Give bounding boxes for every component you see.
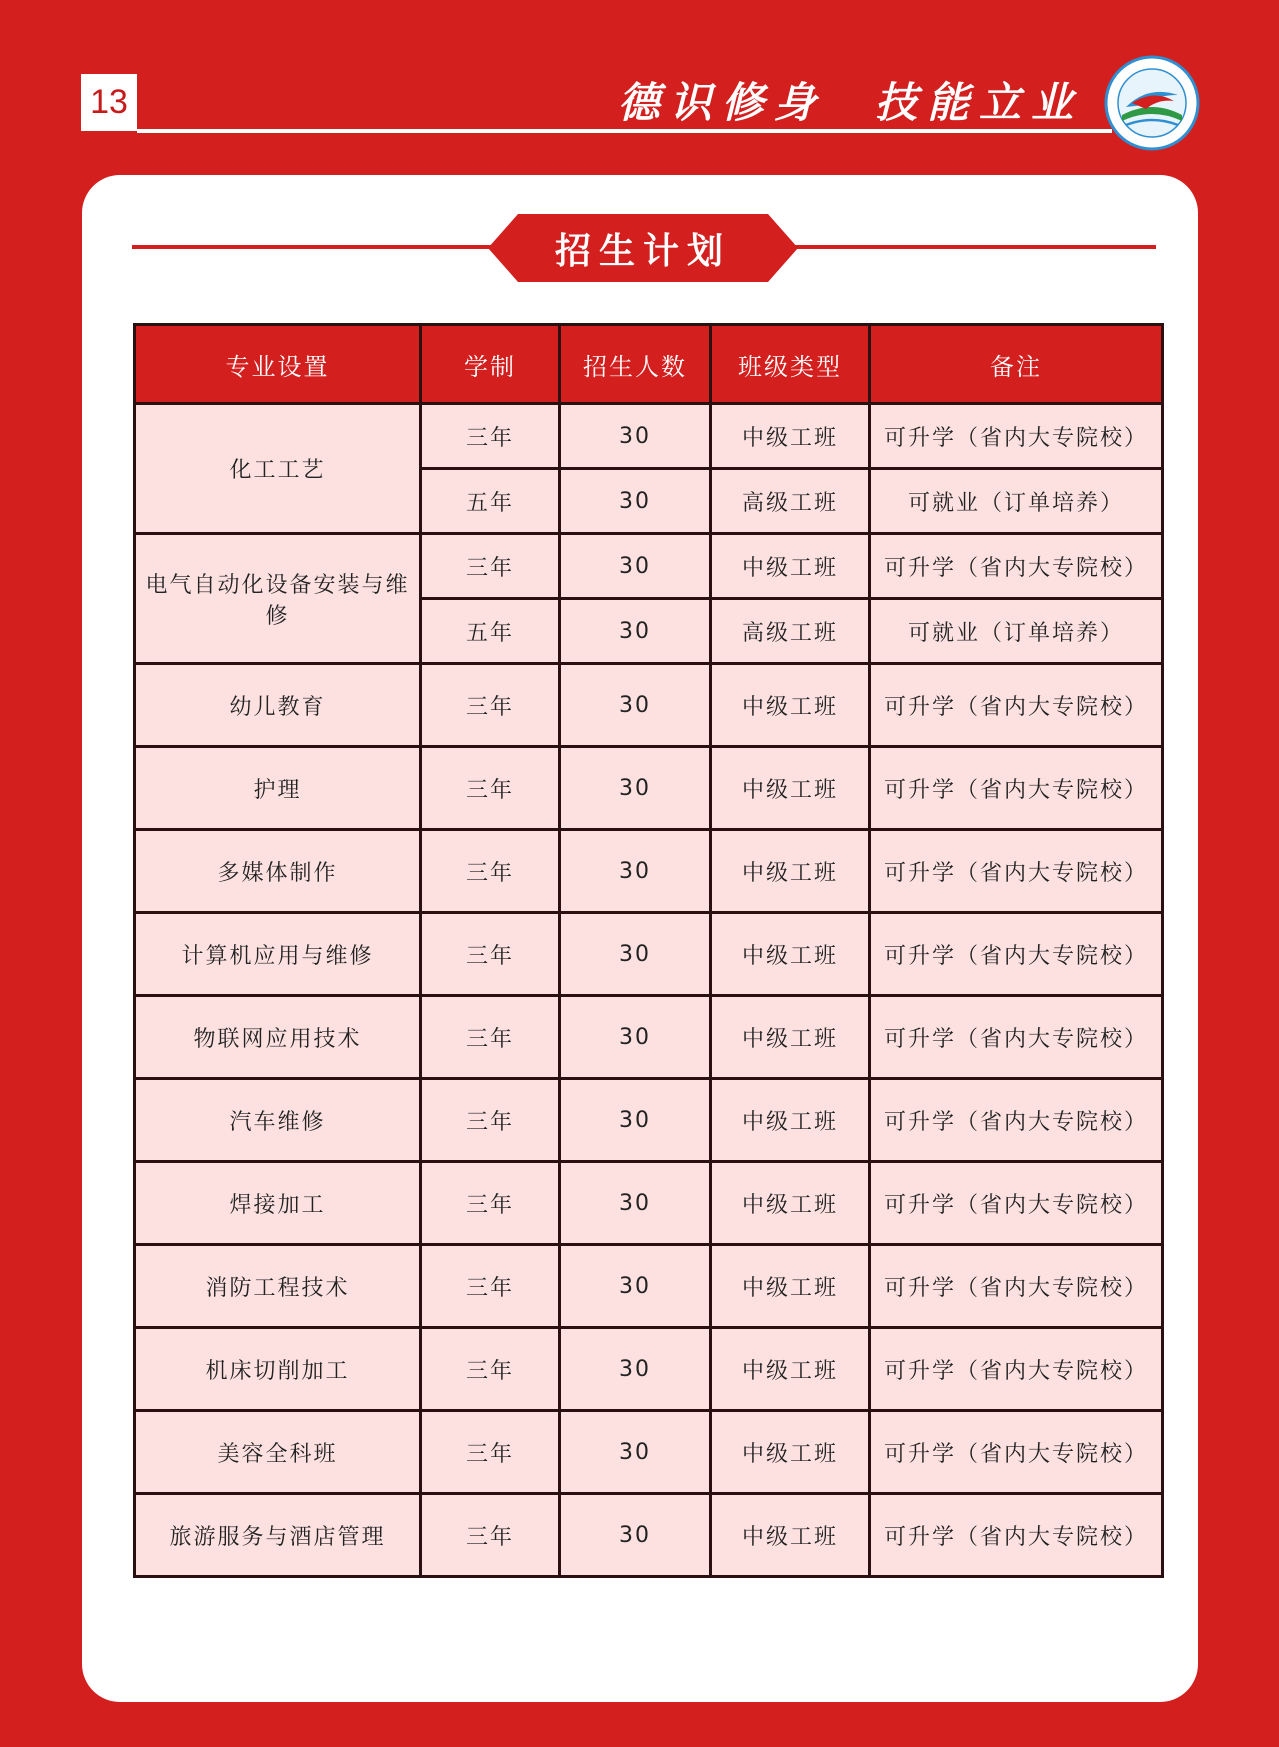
duration-cell: 三年 — [421, 1245, 560, 1328]
major-cell: 旅游服务与酒店管理 — [135, 1494, 421, 1577]
note-cell: 可就业（订单培养） — [870, 599, 1163, 664]
duration-cell: 三年 — [421, 1162, 560, 1245]
duration-cell: 五年 — [421, 469, 560, 534]
count-cell: 30 — [560, 1162, 711, 1245]
count-cell: 30 — [560, 469, 711, 534]
major-cell: 幼儿教育 — [135, 664, 421, 747]
table-row — [135, 664, 1163, 747]
enrollment-plan-table — [133, 323, 1164, 1578]
note-cell: 可升学（省内大专院校） — [870, 1411, 1163, 1494]
table-row — [135, 1079, 1163, 1162]
major-cell: 机床切削加工 — [135, 1328, 421, 1411]
duration-cell: 五年 — [421, 599, 560, 664]
duration-cell: 三年 — [421, 747, 560, 830]
class-type-cell: 中级工班 — [711, 404, 870, 469]
class-type-cell: 中级工班 — [711, 1494, 870, 1577]
count-cell: 30 — [560, 996, 711, 1079]
class-type-cell: 中级工班 — [711, 747, 870, 830]
table-row — [135, 1245, 1163, 1328]
title-rule-right — [780, 245, 1156, 249]
major-cell: 化工工艺 — [135, 404, 421, 534]
major-cell: 物联网应用技术 — [135, 996, 421, 1079]
note-cell: 可就业（订单培养） — [870, 469, 1163, 534]
class-type-cell: 中级工班 — [711, 534, 870, 599]
duration-cell: 三年 — [421, 1079, 560, 1162]
table-row — [135, 830, 1163, 913]
class-type-cell: 中级工班 — [711, 1411, 870, 1494]
note-cell: 可升学（省内大专院校） — [870, 1245, 1163, 1328]
major-cell: 计算机应用与维修 — [135, 913, 421, 996]
table-row — [135, 747, 1163, 830]
count-cell: 30 — [560, 1494, 711, 1577]
section-title: 招生计划 — [554, 230, 731, 272]
header-major: 专业设置 — [135, 325, 421, 404]
header-enrollment-count: 招生人数 — [560, 325, 711, 404]
table-row — [135, 1411, 1163, 1494]
school-motto: 德识修身 技能立业 — [617, 78, 1083, 127]
class-type-cell: 高级工班 — [711, 469, 870, 534]
note-cell: 可升学（省内大专院校） — [870, 1079, 1163, 1162]
note-cell: 可升学（省内大专院校） — [870, 404, 1163, 469]
class-type-cell: 中级工班 — [711, 830, 870, 913]
major-cell: 护理 — [135, 747, 421, 830]
table-row — [135, 1494, 1163, 1577]
duration-cell: 三年 — [421, 913, 560, 996]
note-cell: 可升学（省内大专院校） — [870, 1328, 1163, 1411]
duration-cell: 三年 — [421, 1494, 560, 1577]
class-type-cell: 中级工班 — [711, 913, 870, 996]
class-type-cell: 中级工班 — [711, 664, 870, 747]
note-cell: 可升学（省内大专院校） — [870, 747, 1163, 830]
duration-cell: 三年 — [421, 664, 560, 747]
count-cell: 30 — [560, 913, 711, 996]
class-type-cell: 中级工班 — [711, 1079, 870, 1162]
note-cell: 可升学（省内大专院校） — [870, 913, 1163, 996]
count-cell: 30 — [560, 664, 711, 747]
duration-cell: 三年 — [421, 534, 560, 599]
major-cell: 美容全科班 — [135, 1411, 421, 1494]
note-cell: 可升学（省内大专院校） — [870, 534, 1163, 599]
table-row — [135, 913, 1163, 996]
class-type-cell: 中级工班 — [711, 1245, 870, 1328]
duration-cell: 三年 — [421, 404, 560, 469]
count-cell: 30 — [560, 747, 711, 830]
count-cell: 30 — [560, 1245, 711, 1328]
duration-cell: 三年 — [421, 996, 560, 1079]
class-type-cell: 中级工班 — [711, 1328, 870, 1411]
count-cell: 30 — [560, 1079, 711, 1162]
table-row — [135, 996, 1163, 1079]
major-cell: 电气自动化设备安装与维修 — [135, 534, 421, 664]
duration-cell: 三年 — [421, 1411, 560, 1494]
table-row — [135, 1162, 1163, 1245]
note-cell: 可升学（省内大专院校） — [870, 1162, 1163, 1245]
major-cell: 焊接加工 — [135, 1162, 421, 1245]
count-cell: 30 — [560, 1411, 711, 1494]
duration-cell: 三年 — [421, 1328, 560, 1411]
count-cell: 30 — [560, 830, 711, 913]
major-cell: 消防工程技术 — [135, 1245, 421, 1328]
note-cell: 可升学（省内大专院校） — [870, 664, 1163, 747]
count-cell: 30 — [560, 1328, 711, 1411]
count-cell: 30 — [560, 599, 711, 664]
header-note: 备注 — [870, 325, 1163, 404]
title-rule-left — [132, 245, 502, 249]
note-cell: 可升学（省内大专院校） — [870, 1494, 1163, 1577]
page-number: 13 — [81, 74, 137, 131]
note-cell: 可升学（省内大专院校） — [870, 996, 1163, 1079]
class-type-cell: 中级工班 — [711, 996, 870, 1079]
header-duration: 学制 — [421, 325, 560, 404]
header-class-type: 班级类型 — [711, 325, 870, 404]
duration-cell: 三年 — [421, 830, 560, 913]
major-cell: 汽车维修 — [135, 1079, 421, 1162]
table-row — [135, 404, 1163, 469]
section-title-banner — [488, 214, 798, 282]
school-emblem-icon — [1104, 55, 1200, 151]
table-header-row — [135, 325, 1163, 404]
class-type-cell: 中级工班 — [711, 1162, 870, 1245]
table-row — [135, 1328, 1163, 1411]
table-row — [135, 534, 1163, 599]
count-cell: 30 — [560, 534, 711, 599]
note-cell: 可升学（省内大专院校） — [870, 830, 1163, 913]
major-cell: 多媒体制作 — [135, 830, 421, 913]
count-cell: 30 — [560, 404, 711, 469]
class-type-cell: 高级工班 — [711, 599, 870, 664]
